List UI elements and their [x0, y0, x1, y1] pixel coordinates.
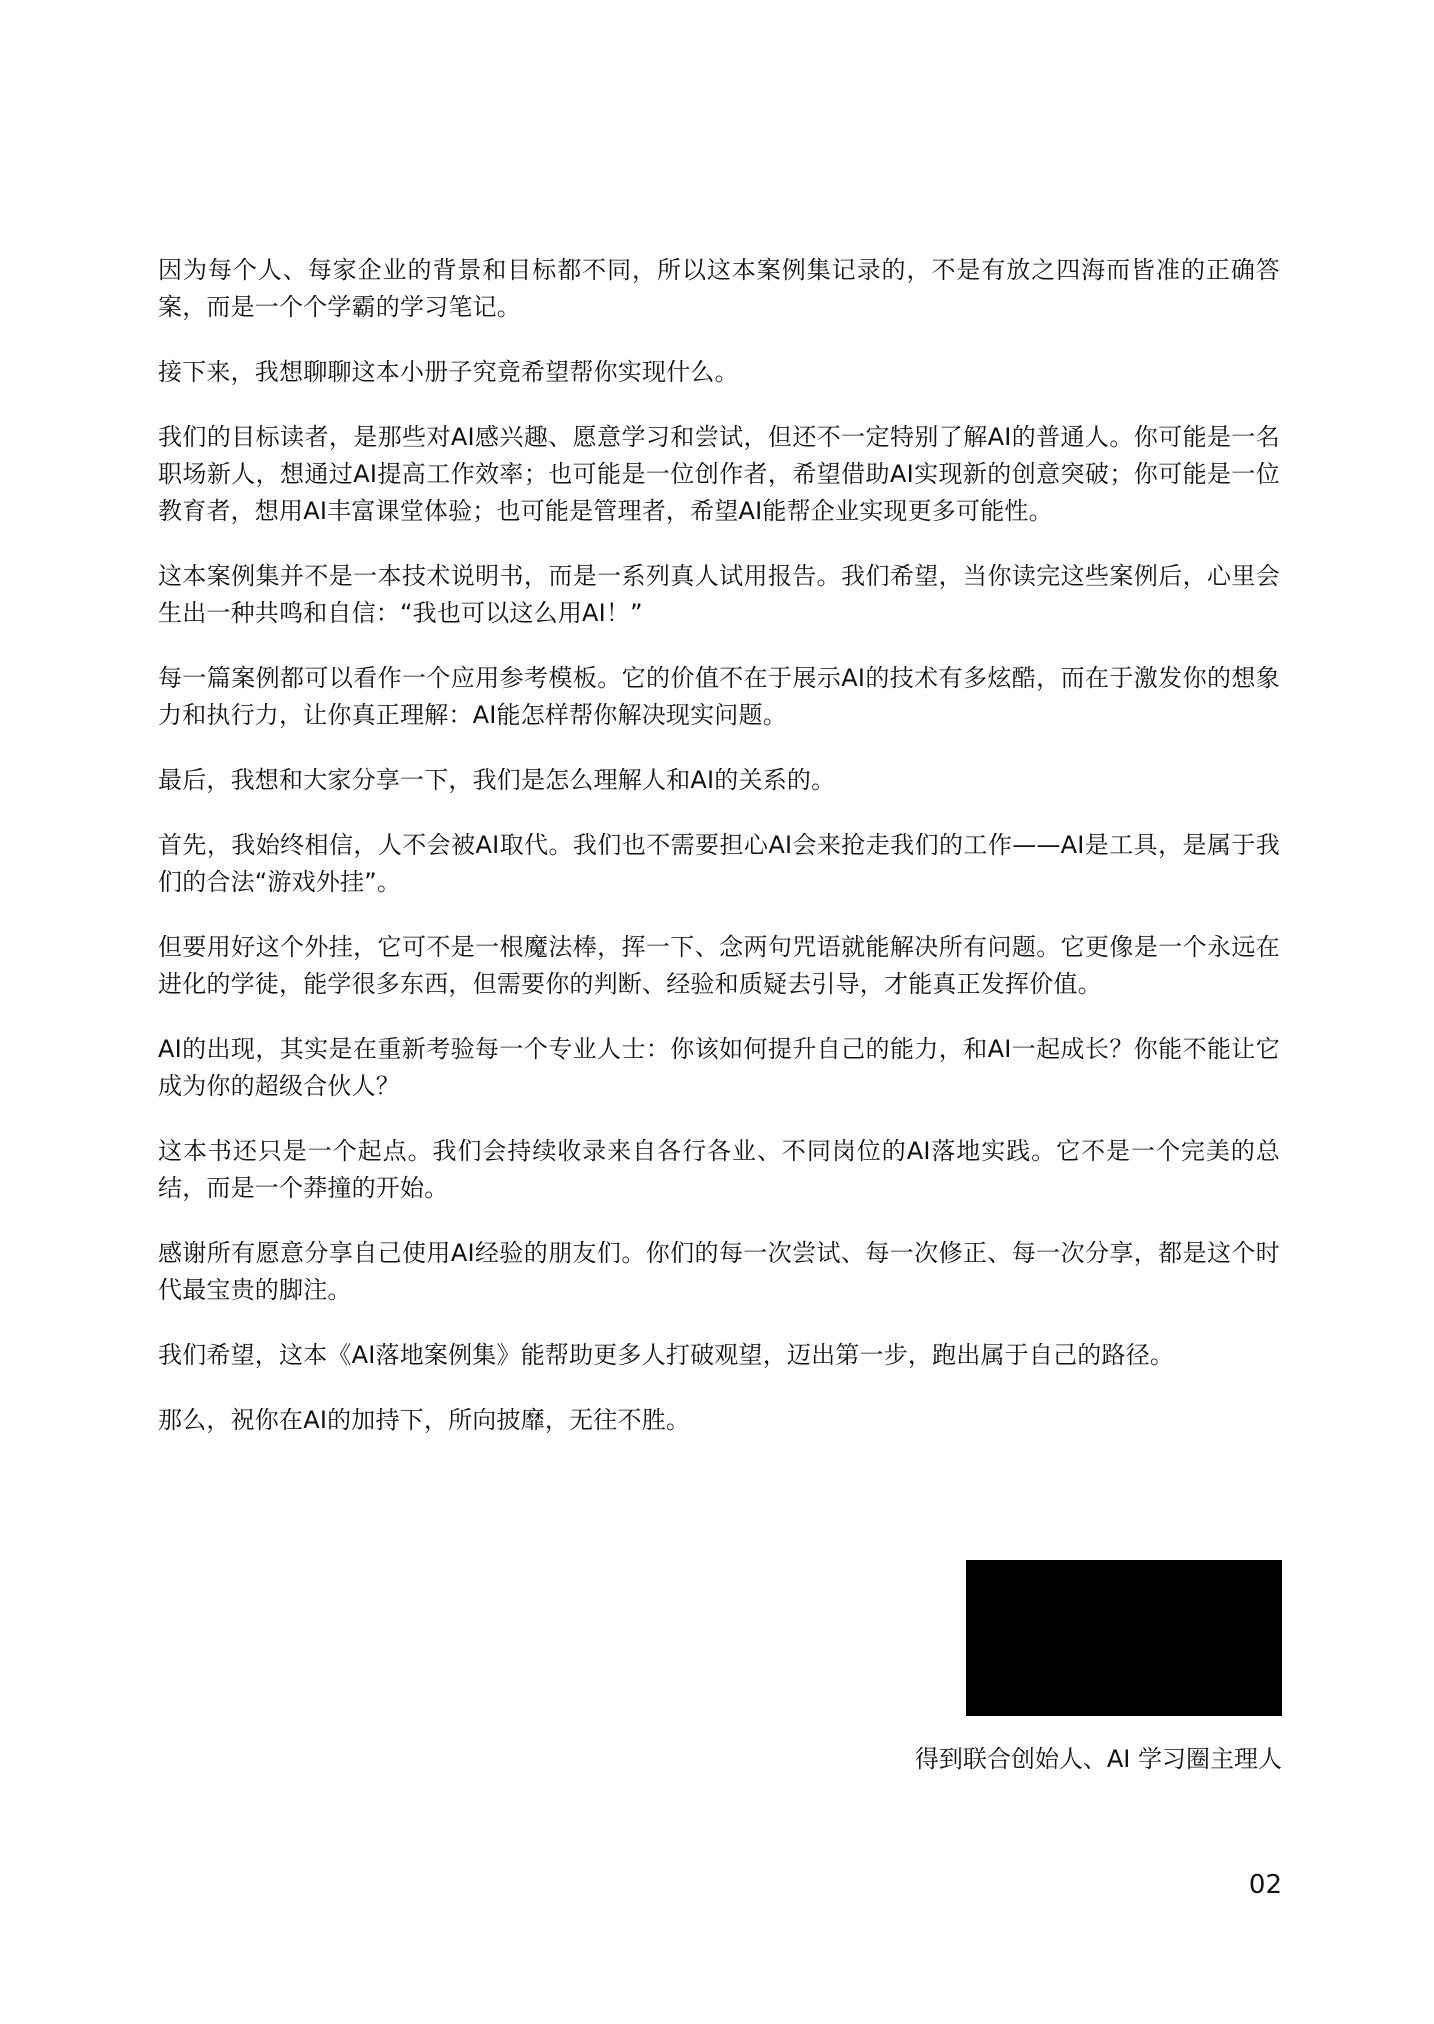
redacted-signature	[966, 1560, 1282, 1716]
paragraph: 我们希望，这本《AI落地案例集》能帮助更多人打破观望，迈出第一步，跑出属于自己的路径。	[158, 1341, 1175, 1369]
paragraph: 感谢所有愿意分享自己使用AI经验的朋友们。你们的每一次尝试、每一次修正、每一次分享，都是这个时代最宝贵的脚注。	[158, 1239, 1280, 1304]
paragraph: 因为每个人、每家企业的背景和目标都不同，所以这本案例集记录的，不是有放之四海而皆准的正确答案，而是一个个学霸的学习笔记。	[158, 256, 1280, 321]
paragraph: 我们的目标读者，是那些对AI感兴趣、愿意学习和尝试，但还不一定特别了解AI的普通人。你可能是一名职场新人，想通过AI提高工作效率；也可能是一位创作者，希望借助AI实现新的创意突破；你可能是一位教育者，想用AI丰富课堂体验；也可能是管理者，希望AI能帮企业实现更多可能性。	[158, 423, 1280, 525]
paragraph: 这本案例集并不是一本技术说明书，而是一系列真人试用报告。我们希望，当你读完这些案例后，心里会生出一种共鸣和自信：“我也可以这么用AI！”	[158, 562, 1280, 627]
signature-caption: 得到联合创始人、AI 学习圈主理人	[914, 1745, 1282, 1773]
body-text	[158, 252, 1280, 1467]
paragraph: 最后，我想和大家分享一下，我们是怎么理解人和AI的关系的。	[158, 766, 836, 794]
paragraph: 每一篇案例都可以看作一个应用参考模板。它的价值不在于展示AI的技术有多炫酷，而在于激发你的想象力和执行力，让你真正理解：AI能怎样帮你解决现实问题。	[158, 664, 1280, 729]
paragraph: 接下来，我想聊聊这本小册子究竟希望帮你实现什么。	[158, 358, 739, 386]
page-number: 02	[1248, 1870, 1282, 1900]
paragraph: AI的出现，其实是在重新考验每一个专业人士：你该如何提升自己的能力，和AI一起成长？你能不能让它成为你的超级合伙人？	[158, 1035, 1280, 1100]
paragraph: 首先，我始终相信，人不会被AI取代。我们也不需要担心AI会来抢走我们的工作——AI是工具，是属于我们的合法“游戏外挂”。	[158, 831, 1280, 896]
paragraph: 这本书还只是一个起点。我们会持续收录来自各行各业、不同岗位的AI落地实践。它不是一个完美的总结，而是一个莽撞的开始。	[158, 1137, 1280, 1202]
paragraph: 那么，祝你在AI的加持下，所向披靡，无往不胜。	[158, 1406, 691, 1434]
paragraph: 但要用好这个外挂，它可不是一根魔法棒，挥一下、念两句咒语就能解决所有问题。它更像是一个永远在进化的学徒，能学很多东西，但需要你的判断、经验和质疑去引导，才能真正发挥价值。	[158, 933, 1280, 998]
